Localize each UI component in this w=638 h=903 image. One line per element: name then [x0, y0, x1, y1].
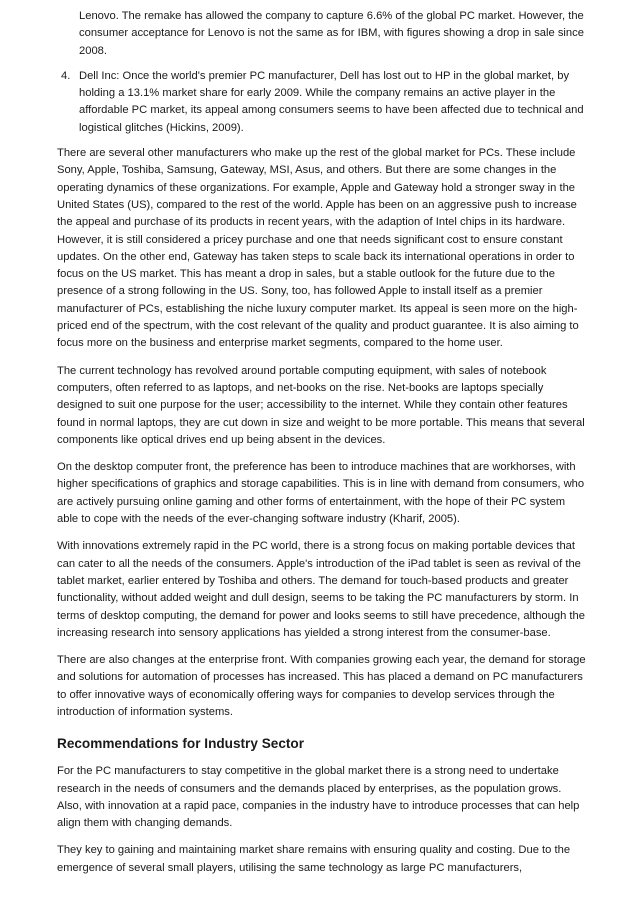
paragraph-portable-technology: The current technology has revolved around portable computing equipment, with sales of notebook computers, often referred to as laptops, and net-books on the rise. Net-books are laptops specially designed to suit one purpose for the user; accessibility to the internet. While they contain other features found in normal laptops, they are cut down in size and weight to be more portable. This means that several components like optical drives end up being absent in the devices.: [57, 364, 585, 446]
paragraph-other-manufacturers: There are several other manufacturers who make up the rest of the global market for PCs. These include Sony, Apple, Toshiba, Samsung, Gateway, MSI, Asus, and others. But there are some changes in the operating dynamics of these organizations. For example, Apple and Gateway hold a stronger sway in the United States (US), compared to the rest of the world. Apple has been on an aggressive push to increase the appeal and purchase of its products in recent years, with the adaption of Intel chips in its hardware. However, it is still considered a pricey purchase and one that needs significant cost to ensure constant updates. On the other end, Gateway has taken steps to scale back its international operations in order to focus on the US market. This has meant a drop in sales, but a stable outlook for the future due to the presence of a strong following in the US. Sony, too, has followed Apple to install itself as a premier manufacturer of PCs, establishing the niche luxury computer market. Its appeal is seen more on the high-priced end of the spectrum, with the cost relevant of the quality and product guarantee. It is also aiming to focus more on the business and enterprise market segments, compared to the home user.: [57, 147, 579, 350]
paragraph-enterprise: There are also changes at the enterprise front. With companies growing each year, the demand for storage and solutions for automation of processes has increased. This has placed a demand on PC manufacturers to offer innovative ways of economically offering ways for companies to develop services through the introduction of information systems.: [57, 654, 586, 718]
list-item-text: Lenovo. The remake has allowed the company to capture 6.6% of the global PC market. However, the consumer acceptance for Lenovo is not the same as for IBM, with figures showing a drop in sale since 2008.: [79, 10, 584, 57]
section-heading: Recommendations for Industry Sector: [57, 736, 304, 752]
paragraph-desktop-front: On the desktop computer front, the preference has been to introduce machines that are workhorses, with higher specifications of graphics and storage capabilities. This is in line with demand from consumers, who are actively pursuing online gaming and other forms of entertainment, with the hope of their PC system able to cope with the needs of the ever-changing software industry (Kharif, 2005).: [57, 461, 585, 526]
list-item: [57, 68, 588, 137]
paragraph-market-share: They key to gaining and maintaining market share remains with ensuring quality and costing. Due to the emergence of several small players, utilising the same technology as large PC manufacturers,: [57, 844, 571, 874]
paragraph-recommendations: For the PC manufacturers to stay competitive in the global market there is a strong need to undertake research in the needs of consumers and the demands placed by enterprises, as the population grows. Also, with innovation at a rapid pace, companies in the industry have to introduce processes that can help align them with changing demands.: [57, 765, 580, 830]
list-item: [57, 8, 588, 60]
paragraph-innovations: With innovations extremely rapid in the PC world, there is a strong focus on making portable devices that can cater to all the needs of the consumers. Apple's introduction of the iPad tablet is seen as revival of the tablet market, earlier entered by Toshiba and others. The demand for touch-based products and greater functionality, without added weight and dull design, seems to be taking the PC manufacturers by storm. In terms of desktop computing, the demand for power and looks seems to still have precedence, although the increasing research into sensory applications has yielded a strong interest from the consumer-base.: [57, 540, 585, 639]
list-item-number: 4.: [61, 69, 71, 82]
manufacturer-list: [57, 8, 588, 137]
list-item-text: Dell Inc: Once the world's premier PC manufacturer, Dell has lost out to HP in the global market, by holding a 13.1% market share for early 2009. While the company remains an active player in the affordable PC market, its appeal among consumers seems to have been affected due to technical and logistical glitches (Hickins, 2009).: [79, 69, 584, 134]
